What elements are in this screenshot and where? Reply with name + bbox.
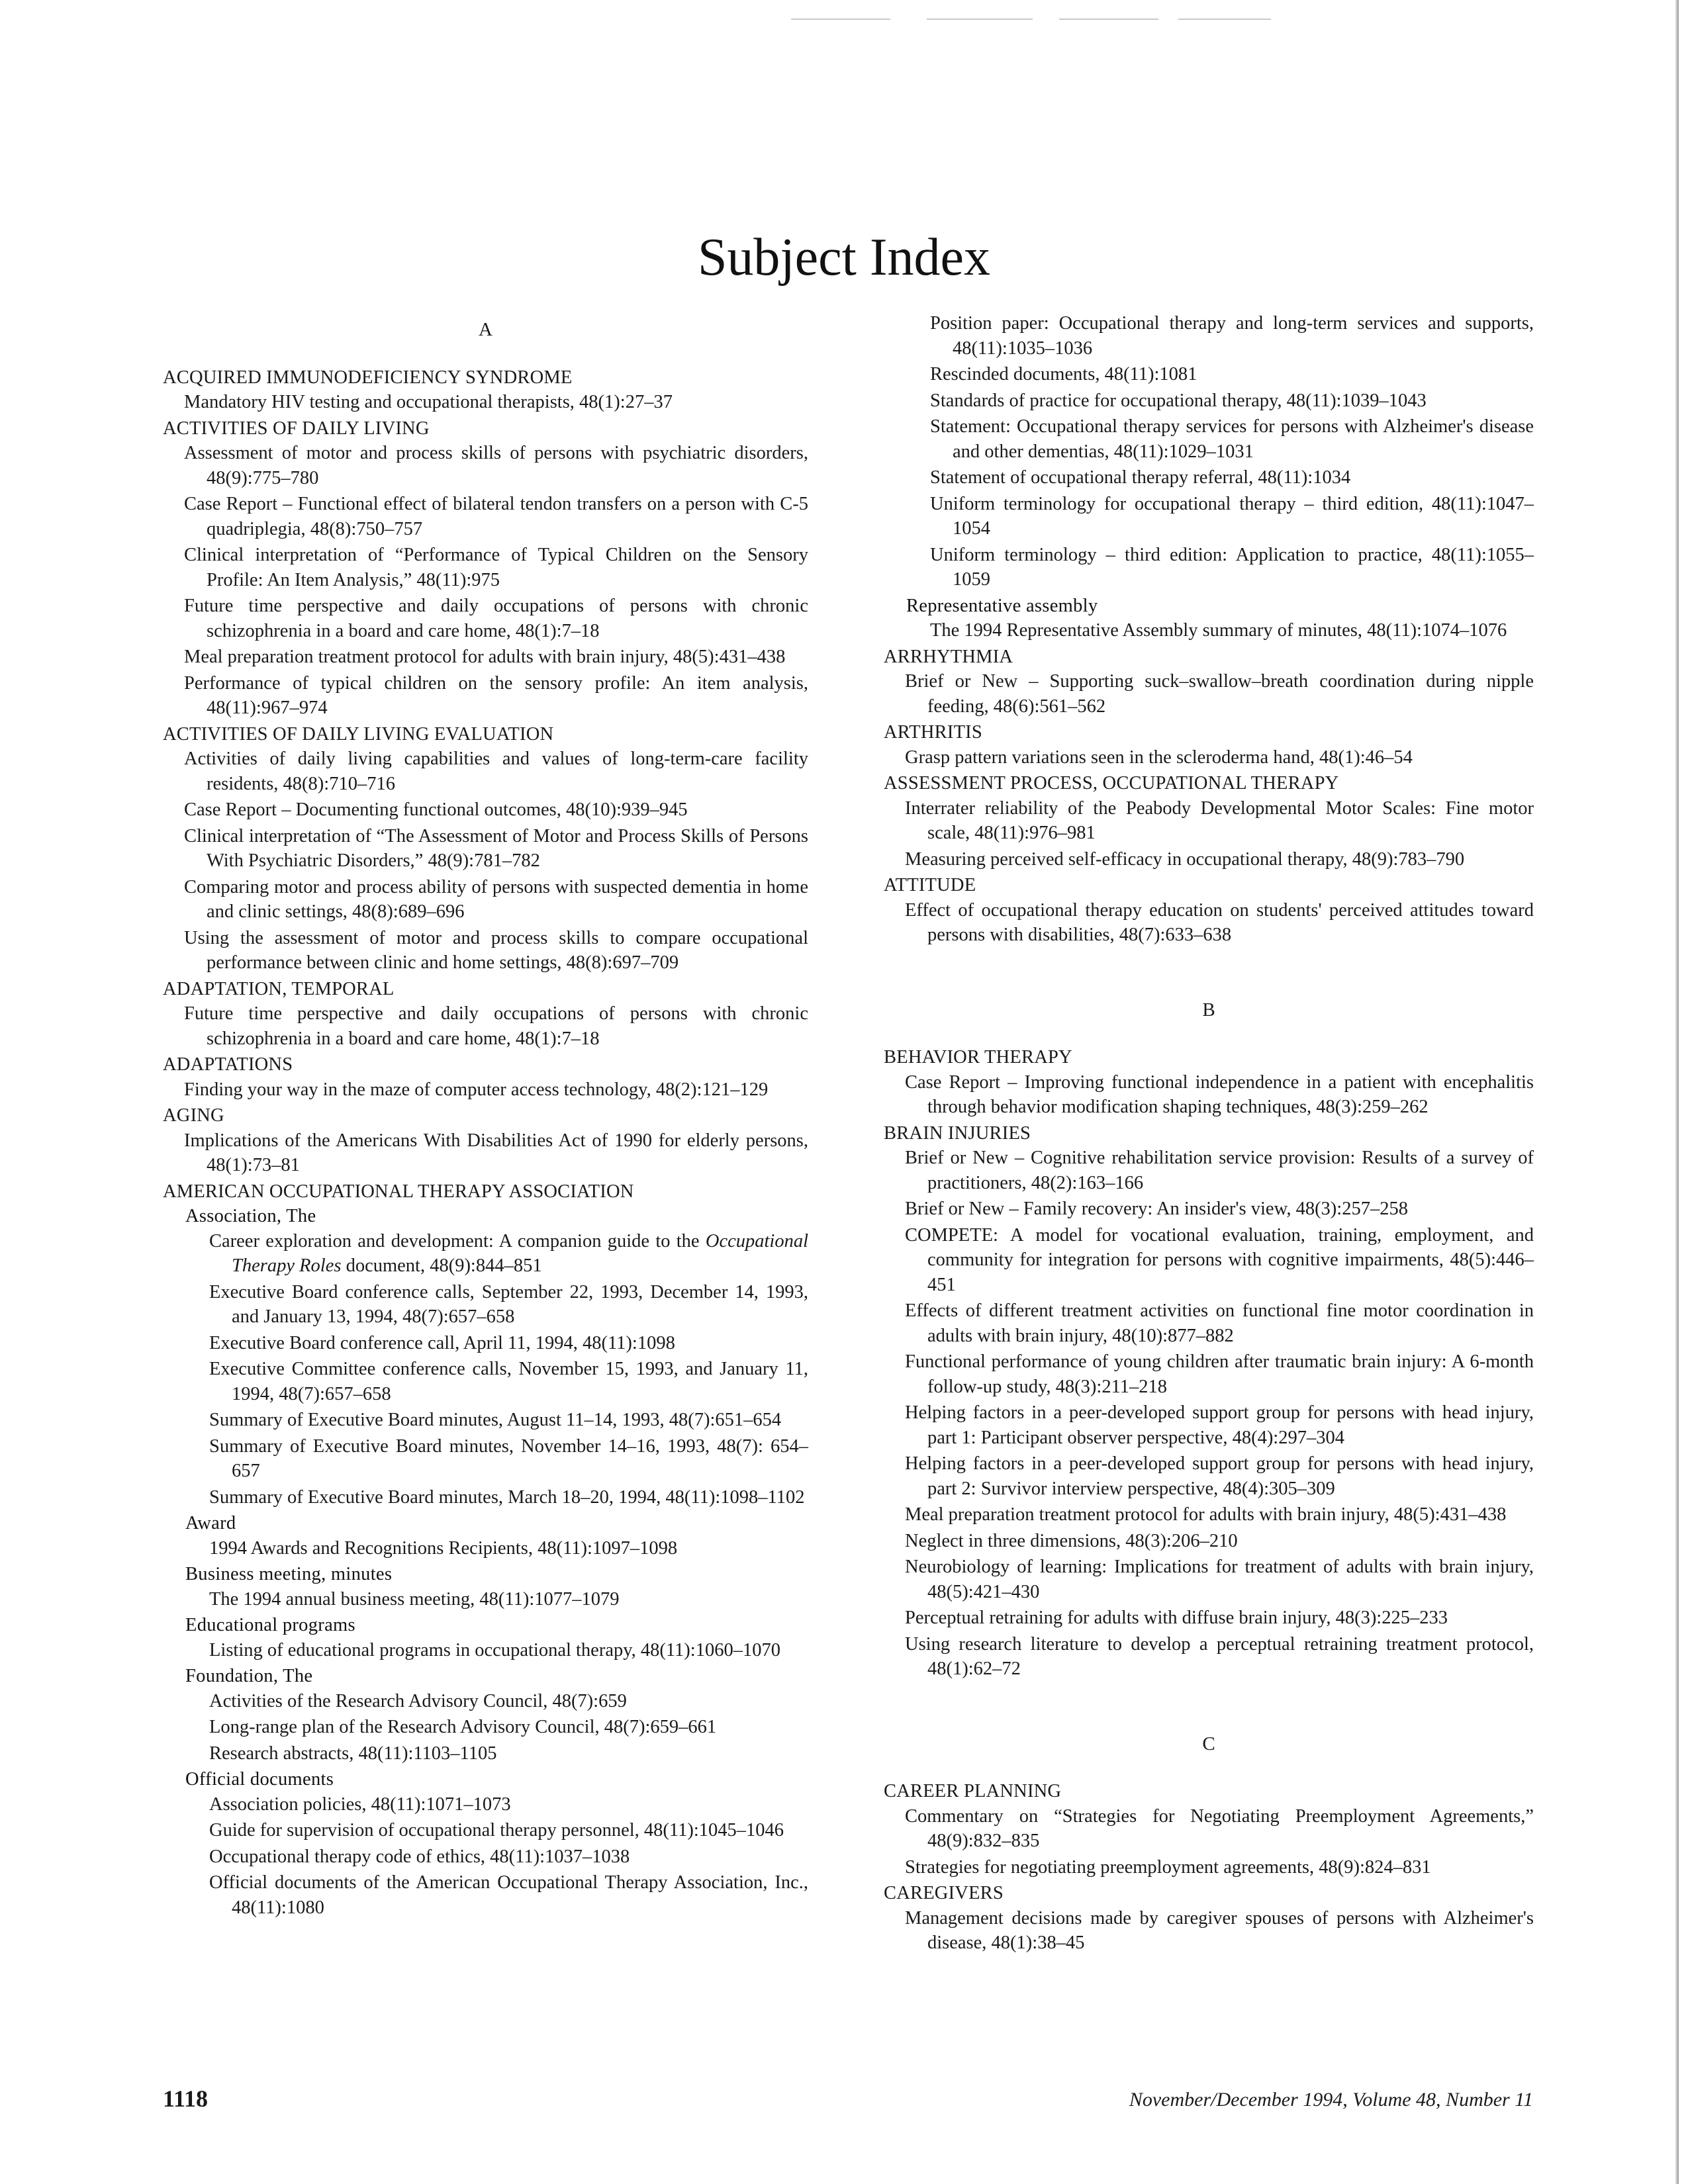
scan-artifact-line xyxy=(791,19,890,20)
index-entry: Effect of occupational therapy education on students' perceived attitudes toward persons with disabilities, 48(7):633–638 xyxy=(905,899,1534,945)
index-entry: Performance of typical children on the sensory profile: An item analysis, 48(11):967–974 xyxy=(184,672,808,718)
index-entry: Strategies for negotiating preemployment agreements, 48(9):824–831 xyxy=(905,1856,1431,1878)
index-entry: Executive Committee conference calls, November 15, 1993, and January 11, 1994, 48(7):657–658 xyxy=(209,1359,808,1404)
index-entry: Statement of occupational therapy referral, 48(11):1034 xyxy=(930,467,1351,488)
index-entry: Future time perspective and daily occupations of persons with chronic schizophrenia in a board and care home, 48(1):7–18 xyxy=(184,1003,808,1049)
index-entry: Commentary on “Strategies for Negotiating Preemployment Agreements,” 48(9):832–835 xyxy=(905,1805,1534,1851)
scan-artifact-line xyxy=(1059,19,1158,20)
index-entry: Long-range plan of the Research Advisory Council, 48(7):659–661 xyxy=(209,1717,717,1737)
index-entry: Helping factors in a peer-developed support group for persons with head injury, part 1: Participant observer perspective, 48(4):297–304 xyxy=(905,1402,1534,1448)
index-heading: ARTHRITIS xyxy=(884,722,982,743)
index-entry: Guide for supervision of occupational therapy personnel, 48(11):1045–1046 xyxy=(209,1820,784,1841)
index-entry: Position paper: Occupational therapy and long-term services and supports, 48(11):1035–1036 xyxy=(930,313,1534,359)
index-entry: Standards of practice for occupational therapy, 48(11):1039–1043 xyxy=(930,390,1427,411)
index-heading: ADAPTATION, TEMPORAL xyxy=(163,978,395,999)
index-entry: Uniform terminology for occupational therapy – third edition, 48(11):1047–1054 xyxy=(930,493,1534,539)
index-entry: Uniform terminology – third edition: Application to practice, 48(11):1055–1059 xyxy=(930,544,1534,590)
index-entry: Summary of Executive Board minutes, March 18–20, 1994, 48(11):1098–1102 xyxy=(209,1486,805,1508)
index-entry: The 1994 Representative Assembly summary of minutes, 48(11):1074–1076 xyxy=(930,620,1507,641)
entry-italic-title: Occupational Therapy Roles xyxy=(232,1230,808,1276)
index-heading: ACQUIRED IMMUNODEFICIENCY SYNDROME xyxy=(163,367,573,388)
index-entry: Executive Board conference call, April 11, 1994, 48(11):1098 xyxy=(209,1332,675,1353)
index-entry: Clinical interpretation of “The Assessment of Motor and Process Skills of Persons With Psychiatric Disorders,” 48(9):781–782 xyxy=(184,825,808,871)
index-heading: ASSESSMENT PROCESS, OCCUPATIONAL THERAPY xyxy=(884,773,1339,794)
index-entry: Using the assessment of motor and process skills to compare occupational performance between clinic and home settings, 48(8):697–709 xyxy=(184,927,808,973)
section-letter: C xyxy=(1202,1733,1215,1754)
index-entry: Grasp pattern variations seen in the scleroderma hand, 48(1):46–54 xyxy=(905,747,1413,768)
index-heading: ADAPTATIONS xyxy=(163,1054,293,1075)
index-subheading: Educational programs xyxy=(185,1615,355,1635)
index-entry: Activities of daily living capabilities and values of long-term-care facility residents, 48(8):710–716 xyxy=(184,749,808,794)
index-heading: ACTIVITIES OF DAILY LIVING xyxy=(163,418,430,439)
index-entry: Meal preparation treatment protocol for adults with brain injury, 48(5):431–438 xyxy=(184,647,786,667)
index-entry: Assessment of motor and process skills of persons with psychiatric disorders, 48(9):775–780 xyxy=(184,443,808,488)
index-entry xyxy=(163,1229,808,1279)
index-entry: Effects of different treatment activities on functional fine motor coordination in adults with brain injury, 48(10):877–882 xyxy=(905,1300,1534,1346)
index-entry: Measuring perceived self-efficacy in occupational therapy, 48(9):783–790 xyxy=(905,848,1465,870)
index-entry: Finding your way in the maze of computer access technology, 48(2):121–129 xyxy=(184,1079,769,1100)
section-letter: B xyxy=(1202,999,1215,1021)
index-entry: Interrater reliability of the Peabody Developmental Motor Scales: Fine motor scale, 48(11):976–981 xyxy=(905,797,1534,843)
index-heading: ARRHYTHMIA xyxy=(884,646,1013,667)
section-letter: A xyxy=(479,319,492,340)
index-entry: Implications of the Americans With Disabilities Act of 1990 for elderly persons, 48(1):73–81 xyxy=(184,1130,808,1175)
index-subheading: Association, The xyxy=(185,1206,316,1226)
entry-citation: document, 48(9):844–851 xyxy=(341,1255,542,1276)
index-heading: ATTITUDE xyxy=(884,875,976,895)
index-entry: Executive Board conference calls, September 22, 1993, December 14, 1993, and January 13, 1994, 48(7):657–658 xyxy=(209,1281,808,1327)
index-entry: Comparing motor and process ability of persons with suspected dementia in home and clinic settings, 48(8):689–696 xyxy=(184,876,808,922)
index-entry: Activities of the Research Advisory Council, 48(7):659 xyxy=(209,1690,627,1711)
index-entry: Helping factors in a peer-developed support group for persons with head injury, part 2: Survivor interview perspective, 48(4):305–309 xyxy=(905,1453,1534,1499)
scan-artifact-line xyxy=(927,19,1033,20)
index-entry: Brief or New – Cognitive rehabilitation service provision: Results of a survey of practitioners, 48(2):163–166 xyxy=(905,1148,1534,1193)
index-entry: Case Report – Improving functional independence in a patient with encephalitis through behavior modification shaping techniques, 48(3):259–262 xyxy=(905,1071,1534,1117)
index-heading: AMERICAN OCCUPATIONAL THERAPY ASSOCIATION xyxy=(163,1181,634,1202)
index-entry: COMPETE: A model for vocational evaluation, training, employment, and community for integration for persons with cognitive impairments, 48(5):446–451 xyxy=(905,1224,1534,1295)
index-entry: Using research literature to develop a perceptual retraining treatment protocol, 48(1):62–72 xyxy=(905,1633,1534,1679)
index-entry: Brief or New – Supporting suck–swallow–breath coordination during nipple feeding, 48(6):561–562 xyxy=(905,671,1534,717)
index-subheading: Foundation, The xyxy=(185,1666,313,1686)
index-entry: Neurobiology of learning: Implications for treatment of adults with brain injury, 48(5):421–430 xyxy=(905,1557,1534,1602)
index-subheading: Official documents xyxy=(185,1769,334,1790)
index-entry: Future time perspective and daily occupations of persons with chronic schizophrenia in a board and care home, 48(1):7–18 xyxy=(184,596,808,641)
index-entry: Listing of educational programs in occupational therapy, 48(11):1060–1070 xyxy=(209,1639,780,1661)
index-entry: Clinical interpretation of “Performance of Typical Children on the Sensory Profile: An Item Analysis,” 48(11):975 xyxy=(184,545,808,590)
index-heading: BEHAVIOR THERAPY xyxy=(884,1047,1072,1068)
index-subheading: Representative assembly xyxy=(906,595,1098,616)
index-column-left xyxy=(163,311,808,1921)
page-edge xyxy=(1675,0,1679,2184)
index-entry: Management decisions made by caregiver spouses of persons with Alzheimer's disease, 48(1):38–45 xyxy=(905,1907,1534,1953)
index-entry: Functional performance of young children after traumatic brain injury: A 6-month follow-up study, 48(3):211–218 xyxy=(905,1351,1534,1397)
index-entry: Meal preparation treatment protocol for adults with brain injury, 48(5):431–438 xyxy=(905,1504,1507,1525)
index-entry: Case Report – Documenting functional outcomes, 48(10):939–945 xyxy=(184,799,688,820)
index-entry: 1994 Awards and Recognitions Recipients, 48(11):1097–1098 xyxy=(209,1537,678,1559)
index-entry: The 1994 annual business meeting, 48(11):1077–1079 xyxy=(209,1588,620,1610)
page-title: Subject Index xyxy=(697,228,991,287)
index-entry: Occupational therapy code of ethics, 48(11):1037–1038 xyxy=(209,1846,630,1867)
index-entry: Mandatory HIV testing and occupational therapists, 48(1):27–37 xyxy=(184,392,673,412)
page-number: 1118 xyxy=(163,2085,209,2112)
issue-info: November/December 1994, Volume 48, Number 11 xyxy=(1129,2089,1533,2111)
index-entry: Summary of Executive Board minutes, August 11–14, 1993, 48(7):651–654 xyxy=(209,1410,782,1430)
scan-artifact-line xyxy=(1178,19,1271,20)
entry-text: Career exploration and development: A companion guide to the xyxy=(209,1230,706,1251)
index-heading: AGING xyxy=(163,1105,224,1126)
index-entry: Statement: Occupational therapy services for persons with Alzheimer's disease and other dementias, 48(11):1029–1031 xyxy=(930,416,1534,462)
index-entry: Research abstracts, 48(11):1103–1105 xyxy=(209,1743,497,1764)
index-entry: Perceptual retraining for adults with diffuse brain injury, 48(3):225–233 xyxy=(905,1608,1448,1628)
index-entry: Brief or New – Family recovery: An insider's view, 48(3):257–258 xyxy=(905,1199,1408,1219)
index-column-right xyxy=(884,311,1534,1957)
index-heading: CAREER PLANNING xyxy=(884,1781,1062,1801)
index-entry: Association policies, 48(11):1071–1073 xyxy=(209,1794,511,1815)
index-entry: Official documents of the American Occupational Therapy Association, Inc., 48(11):1080 xyxy=(209,1872,808,1918)
index-heading: ACTIVITIES OF DAILY LIVING EVALUATION xyxy=(163,723,554,745)
index-entry: Neglect in three dimensions, 48(3):206–210 xyxy=(905,1530,1238,1551)
index-heading: CAREGIVERS xyxy=(884,1883,1004,1903)
index-entry: Summary of Executive Board minutes, November 14–16, 1993, 48(7): 654–657 xyxy=(209,1435,808,1481)
index-entry: Case Report – Functional effect of bilateral tendon transfers on a person with C-5 quadriplegia, 48(8):750–757 xyxy=(184,494,808,539)
index-heading: BRAIN INJURIES xyxy=(884,1122,1031,1144)
index-entry: Rescinded documents, 48(11):1081 xyxy=(930,364,1197,385)
index-subheading: Business meeting, minutes xyxy=(185,1564,393,1584)
index-subheading: Award xyxy=(185,1513,236,1533)
